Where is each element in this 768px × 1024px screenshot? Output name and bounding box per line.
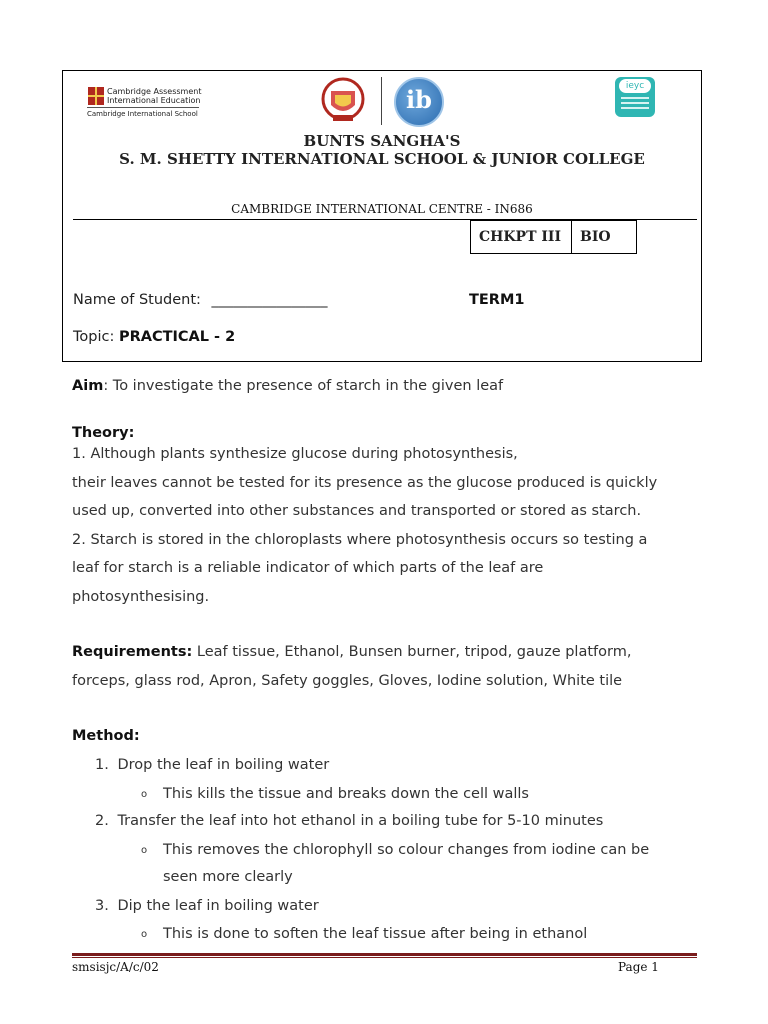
- topic-label: Topic:: [73, 329, 115, 345]
- bullet-icon: o: [141, 789, 148, 800]
- name-label: Name of Student:: [73, 292, 201, 308]
- cambridge-logo-line1: Cambridge Assessment: [107, 87, 202, 96]
- ieyc-logo: [615, 77, 655, 117]
- method-step: [95, 898, 319, 914]
- step-subpoint: This removes the chlorophyll so colour changes from iodine can be: [163, 842, 650, 858]
- theory-line: photosynthesising.: [72, 588, 210, 605]
- step-text: Transfer the leaf into hot ethanol in a boiling tube for 5-10 minutes: [117, 813, 604, 829]
- subject-cell: BIO: [572, 221, 637, 254]
- cambridge-logo: [87, 85, 207, 121]
- footer-divider-thin: [72, 957, 697, 958]
- aim: [72, 372, 503, 401]
- theory-line: used up, converted into other substances and transported or stored as starch.: [72, 503, 642, 519]
- theory-line: leaf for starch is a reliable indicator of which parts of the leaf are: [72, 560, 544, 576]
- class-subject-table: [470, 220, 637, 254]
- step-number: 3.: [95, 898, 109, 914]
- cambridge-logo-line2: International Education: [107, 96, 201, 105]
- requirements-label: Requirements:: [72, 644, 193, 660]
- footer-divider: [72, 953, 697, 956]
- requirements-line1: Leaf tissue, Ethanol, Bunsen burner, tripod, gauze platform,: [196, 644, 632, 660]
- theory-line: 1. Although plants synthesize glucose during photosynthesis,: [72, 446, 518, 462]
- theory-line: 2. Starch is stored in the chloroplasts where photosynthesis occurs so testing a: [72, 531, 648, 548]
- cambridge-shield-icon: [88, 87, 104, 105]
- step-number: 2.: [95, 813, 109, 829]
- theory-body: [72, 440, 657, 611]
- ib-logo: [394, 77, 444, 127]
- aim-text: : To investigate the presence of starch in the given leaf: [103, 378, 504, 394]
- method-heading: Method:: [72, 728, 140, 744]
- topic-value: PRACTICAL - 2: [118, 329, 236, 345]
- step-subpoint: This kills the tissue and breaks down the cell walls: [163, 786, 529, 802]
- footer-code: smsisjc/A/c/02: [72, 960, 159, 974]
- ieyc-logo-text: ieyc: [619, 79, 651, 93]
- term-label: TERM1: [469, 292, 525, 308]
- step-text: Dip the leaf in boiling water: [117, 898, 319, 914]
- school-crest-icon: [321, 77, 365, 125]
- requirements: [72, 638, 631, 695]
- school-name-line1: BUNTS SANGHA'S: [303, 132, 461, 150]
- name-blank[interactable]: ________________: [211, 292, 328, 308]
- method-step: [95, 813, 603, 829]
- bullet-icon: o: [141, 929, 148, 940]
- bullet-icon: o: [141, 845, 148, 856]
- page-number: Page 1: [618, 960, 659, 974]
- requirements-line2: forceps, glass rod, Apron, Safety goggles, Gloves, Iodine solution, White tile: [72, 672, 623, 689]
- step-number: 1.: [95, 757, 109, 773]
- step-text: Drop the leaf in boiling water: [117, 757, 330, 773]
- ib-logo-text: ib: [406, 85, 432, 114]
- logo-divider: [381, 77, 382, 125]
- cambridge-logo-line3: Cambridge International School: [87, 110, 198, 118]
- step-subpoint: seen more clearly: [163, 869, 293, 885]
- header-box: [62, 70, 702, 362]
- school-name-line2: S. M. SHETTY INTERNATIONAL SCHOOL & JUNIOR COLLEGE: [119, 150, 645, 168]
- centre-label: CAMBRIDGE INTERNATIONAL CENTRE - IN686: [231, 202, 533, 216]
- grade-cell: CHKPT III: [471, 221, 572, 254]
- method-step: [95, 757, 329, 773]
- step-subpoint: This is done to soften the leaf tissue after being in ethanol: [163, 926, 588, 942]
- theory-line: their leaves cannot be tested for its presence as the glucose produced is quickly: [72, 474, 658, 491]
- theory-heading: Theory:: [72, 425, 135, 441]
- aim-label: Aim: [72, 378, 104, 394]
